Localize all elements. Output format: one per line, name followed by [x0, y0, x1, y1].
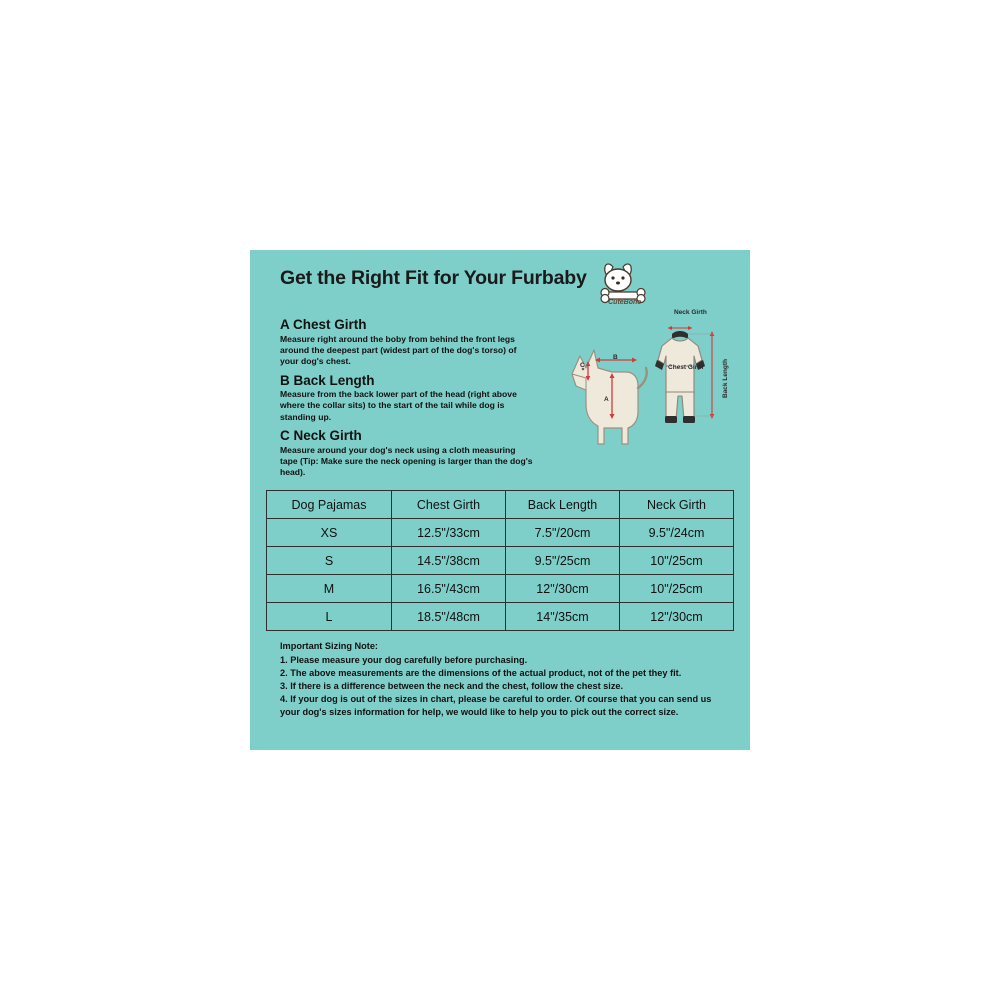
neck-girth-value: 12"/30cm	[620, 603, 734, 631]
back-length-value: 9.5"/25cm	[506, 547, 620, 575]
section-body-back-length: Measure from the back lower part of the head (right above where the collar sits) to the start of the tail while dog is standing up.	[280, 389, 517, 422]
back-length-value: 12"/30cm	[506, 575, 620, 603]
size-label: XS	[267, 519, 392, 547]
dog-and-pajama-illustration-icon	[542, 316, 742, 488]
note-item: 1. Please measure your dog carefully before purchasing.	[280, 655, 528, 666]
chest-girth-value: 12.5"/33cm	[392, 519, 506, 547]
notes-title: Important Sizing Note:	[280, 641, 378, 651]
table-header-chest-girth: Chest Girth	[392, 491, 506, 519]
dog-label-c: C	[580, 362, 585, 369]
dog-label-a: A	[604, 396, 609, 403]
table-header-neck-girth: Neck Girth	[620, 491, 734, 519]
back-length-value: 7.5"/20cm	[506, 519, 620, 547]
logo-wordmark: CuteBone	[608, 299, 642, 306]
note-item: 2. The above measurements are the dimensions of the actual product, not of the pet they fit.	[280, 668, 682, 679]
dog-label-b: B	[613, 354, 618, 361]
pajama-label-chest-girth: Chest Girth	[668, 364, 704, 371]
section-body-neck-girth: Measure around your dog's neck using a cloth measuring tape (Tip: Make sure the neck opening is larger than the dog's head).	[280, 444, 533, 478]
measurement-diagram	[542, 309, 734, 482]
back-length-value: 14"/35cm	[506, 603, 620, 631]
title-row	[280, 268, 734, 308]
neck-girth-value: 9.5"/24cm	[620, 519, 734, 547]
size-guide-panel	[250, 250, 750, 750]
table-row	[267, 575, 734, 603]
size-label: M	[267, 575, 392, 603]
pajama-label-back-length: Back Length	[722, 358, 729, 398]
pajama-garment-icon	[655, 326, 714, 423]
table-row	[267, 519, 734, 547]
note-item: 3. If there is a difference between the neck and the chest, follow the chest size.	[280, 681, 624, 692]
section-heading-chest-girth: A Chest Girth	[280, 317, 367, 332]
sizing-notes	[280, 640, 730, 719]
note-item: 4. If your dog is out of the sizes in chart, please be careful to order. Of course that you can send us your dog's sizes information for help, we would like to help you to pick out the correct size.	[280, 694, 712, 718]
pajama-label-neck-girth: Neck Girth	[674, 309, 707, 316]
table-header-row	[267, 491, 734, 519]
size-label: L	[267, 603, 392, 631]
instructions-column	[266, 312, 534, 482]
table-row	[267, 603, 734, 631]
size-label: S	[267, 547, 392, 575]
table-header-dog-pajamas: Dog Pajamas	[267, 491, 392, 519]
content-row	[266, 309, 734, 482]
table-header-back-length: Back Length	[506, 491, 620, 519]
section-heading-back-length: B Back Length	[280, 372, 375, 388]
chest-girth-value: 18.5"/48cm	[392, 603, 506, 631]
neck-girth-value: 10"/25cm	[620, 547, 734, 575]
chest-girth-value: 16.5"/43cm	[392, 575, 506, 603]
table-row	[267, 547, 734, 575]
section-body-chest-girth: Measure right around the boby from behind the front legs around the deepest part (widest part of the dog's torso) of your dog's chest.	[280, 333, 517, 367]
cutebone-logo	[593, 262, 653, 308]
size-chart-table	[266, 490, 734, 631]
section-heading-neck-girth: C Neck Girth	[280, 428, 362, 444]
page-title: Get the Right Fit for Your Furbaby	[280, 267, 587, 289]
neck-girth-value: 10"/25cm	[620, 575, 734, 603]
chest-girth-value: 14.5"/38cm	[392, 547, 506, 575]
